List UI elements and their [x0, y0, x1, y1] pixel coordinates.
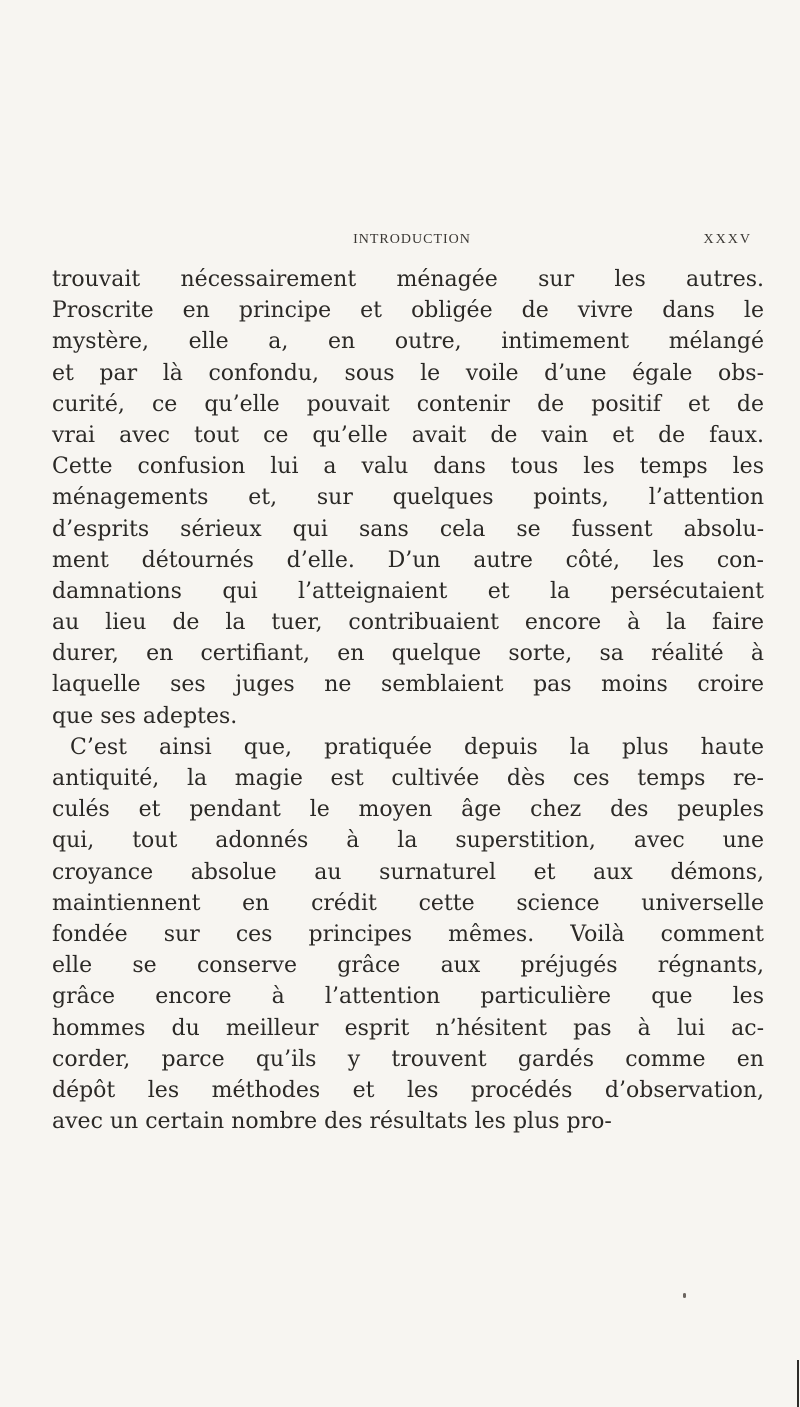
text-line: mystère, elle a, en outre, intimement mélangé: [52, 329, 764, 355]
text-line: trouvait nécessairement ménagée sur les autres.: [52, 267, 764, 292]
text-line: au lieu de la tuer, contribuaient encore à la faire: [52, 610, 764, 636]
text-line: durer, en certifiant, en quelque sorte, sa réalité à: [52, 641, 764, 667]
text-line: Cette confusion lui a valu dans tous les temps les: [52, 454, 764, 480]
text-line: qui, tout adonnés à la superstition, avec une: [52, 828, 764, 854]
body-text: [52, 264, 764, 1137]
text-line: vrai avec tout ce qu’elle avait de vain et de faux.: [52, 422, 764, 448]
running-head-title: INTRODUCTION: [353, 232, 471, 247]
text-line: maintiennent en crédit cette science universelle: [52, 890, 764, 916]
text-line: dépôt les méthodes et les procédés d’observation,: [52, 1077, 764, 1103]
paper-speck: [683, 1293, 686, 1298]
text-line: que ses adeptes.: [52, 703, 238, 729]
text-line: antiquité, la magie est cultivée dès ces temps re-: [52, 766, 764, 791]
text-line: corder, parce qu’ils y trouvent gardés comme en: [52, 1046, 764, 1072]
text-line: Proscrite en principe et obligée de vivre dans le: [52, 298, 764, 324]
text-line: C’est ainsi que, pratiquée depuis la plus haute: [70, 734, 764, 760]
running-head: [72, 232, 752, 252]
text-line: et par là confondu, sous le voile d’une égale obs-: [52, 360, 764, 386]
page-number: XXXV: [703, 232, 752, 247]
scan-edge-mark: [797, 1360, 799, 1407]
text-line: d’esprits sérieux qui sans cela se fussent absolu-: [52, 516, 764, 542]
text-line: ment détournés d’elle. D’un autre côté, les con-: [52, 547, 764, 573]
text-line: fondée sur ces principes mêmes. Voilà comment: [52, 921, 764, 947]
paragraph-1: [52, 264, 764, 732]
text-line: elle se conserve grâce aux préjugés régnants,: [52, 953, 764, 979]
text-line: curité, ce qu’elle pouvait contenir de positif et de: [52, 391, 764, 417]
text-line: hommes du meilleur esprit n’hésitent pas à lui ac-: [52, 1015, 764, 1041]
text-line: croyance absolue au surnaturel et aux démons,: [52, 859, 764, 885]
text-line: laquelle ses juges ne semblaient pas moins croire: [52, 672, 764, 698]
text-line: avec un certain nombre des résultats les plus pro-: [52, 1109, 612, 1135]
paragraph-2: [52, 732, 764, 1137]
text-line: culés et pendant le moyen âge chez des peuples: [52, 797, 764, 823]
text-line: grâce encore à l’attention particulière que les: [52, 984, 764, 1010]
text-line: ménagements et, sur quelques points, l’attention: [52, 485, 764, 511]
text-line: damnations qui l’atteignaient et la persécutaient: [52, 578, 764, 604]
